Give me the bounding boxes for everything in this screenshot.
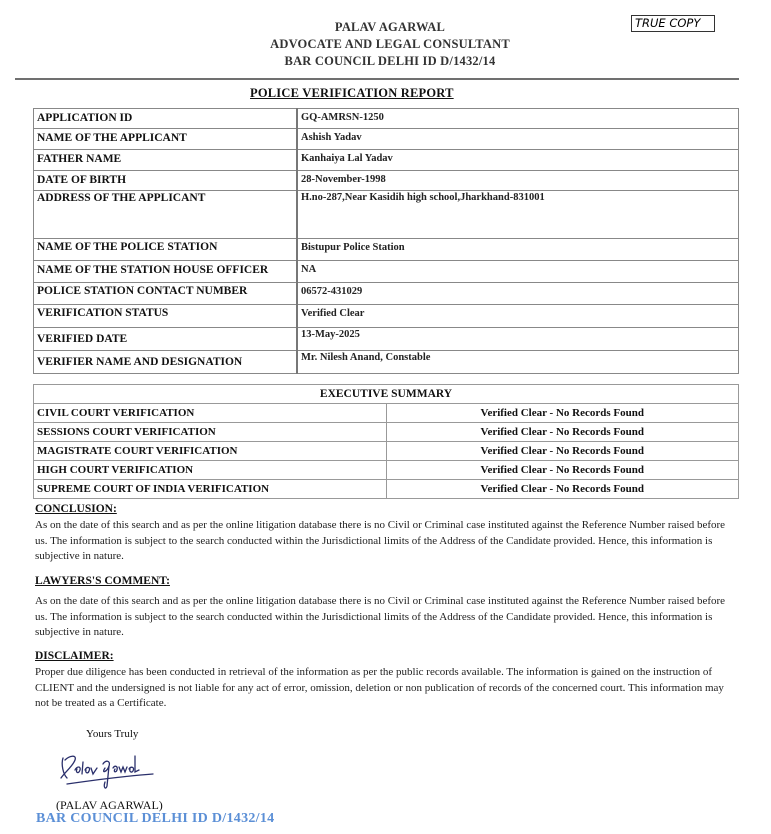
row-label: MAGISTRATE COURT VERIFICATION [34, 442, 387, 461]
row-value: Ashish Yadav [297, 129, 739, 150]
conclusion-heading: CONCLUSION: [35, 503, 117, 515]
table-row [34, 423, 739, 442]
table-row [34, 351, 739, 374]
row-label: NAME OF THE APPLICANT [34, 129, 298, 150]
true-copy-stamp: TRUE COPY [631, 15, 715, 32]
row-label: POLICE STATION CONTACT NUMBER [34, 283, 298, 305]
row-value: Verified Clear [297, 305, 739, 328]
table-row [34, 305, 739, 328]
closing-text: Yours Truly [86, 728, 139, 740]
row-label: FATHER NAME [34, 150, 298, 171]
letterhead-bar-id: BAR COUNCIL DELHI ID D/1432/14 [284, 54, 496, 68]
signature-icon [55, 748, 165, 793]
disclaimer-text: Proper due diligence has been conducted in retrieval of the information as per the public records available. The information is gained on the instruction of CLIENT and the undersigned is not liable for any act of error, omission, deletion or non publication of records of the concerned court. This information may not be treated as a Certificate. [35, 666, 724, 709]
row-label: CIVIL COURT VERIFICATION [34, 404, 387, 423]
table-row [34, 239, 739, 261]
summary-heading: EXECUTIVE SUMMARY [34, 385, 739, 404]
table-row [34, 283, 739, 305]
signatory-bar-id: BAR COUNCIL DELHI ID D/1432/14 [36, 811, 275, 826]
letterhead-title: ADVOCATE AND LEGAL CONSULTANT [270, 37, 510, 51]
table-row [34, 328, 739, 351]
details-table [33, 108, 739, 374]
table-row [34, 171, 739, 191]
table-row [34, 261, 739, 283]
row-value: Verified Clear - No Records Found [386, 423, 739, 442]
lawyers-comment-heading: LAWYERS'S COMMENT: [35, 575, 170, 587]
row-value: Bistupur Police Station [297, 239, 739, 261]
row-value: H.no-287,Near Kasidih high school,Jharkhand-831001 [297, 191, 739, 239]
row-label: APPLICATION ID [34, 109, 298, 129]
table-row [34, 480, 739, 499]
row-label: NAME OF THE POLICE STATION [34, 239, 298, 261]
executive-summary-table [33, 384, 739, 499]
table-row [34, 191, 739, 239]
table-row [34, 461, 739, 480]
row-value: Verified Clear - No Records Found [386, 404, 739, 423]
table-row [34, 404, 739, 423]
signature-image [55, 748, 165, 798]
row-value: 06572-431029 [297, 283, 739, 305]
row-label: SUPREME COURT OF INDIA VERIFICATION [34, 480, 387, 499]
table-row [34, 150, 739, 171]
row-label: SESSIONS COURT VERIFICATION [34, 423, 387, 442]
row-value: GQ-AMRSN-1250 [297, 109, 739, 129]
conclusion-text: As on the date of this search and as per the online litigation database there is no Civil or Criminal case instituted against the Reference Number raised before us. The information is subject to the search conducted within the Jurisdictional limits of the Address of the Candidate provided. Hence, this information is subjective in nature. [35, 519, 726, 562]
row-value: Verified Clear - No Records Found [386, 442, 739, 461]
row-value: 13-May-2025 [297, 328, 739, 351]
summary-header-row [34, 385, 739, 404]
row-value: Verified Clear - No Records Found [386, 461, 739, 480]
row-value: 28-November-1998 [297, 171, 739, 191]
header-divider [15, 78, 739, 80]
disclaimer-heading: DISCLAIMER: [35, 650, 114, 662]
table-row [34, 442, 739, 461]
row-label: DATE OF BIRTH [34, 171, 298, 191]
lawyers-comment-text: As on the date of this search and as per the online litigation database there is no Civil or Criminal case instituted against the Reference Number raised before us. The information is subject to the search conducted within the Jurisdictional limits of the Address of the Candidate provided. Hence, this information is subjective in nature. [35, 595, 726, 638]
signatory-name: (PALAV AGARWAL) [56, 798, 163, 812]
table-row [34, 109, 739, 129]
table-row [34, 129, 739, 150]
row-label: VERIFICATION STATUS [34, 305, 298, 328]
row-label: VERIFIED DATE [34, 328, 298, 351]
row-value: Kanhaiya Lal Yadav [297, 150, 739, 171]
row-label: VERIFIER NAME AND DESIGNATION [34, 351, 298, 374]
report-title: POLICE VERIFICATION REPORT [250, 86, 454, 100]
row-label: HIGH COURT VERIFICATION [34, 461, 387, 480]
row-label: NAME OF THE STATION HOUSE OFFICER [34, 261, 298, 283]
row-value: Verified Clear - No Records Found [386, 480, 739, 499]
row-value: Mr. Nilesh Anand, Constable [297, 351, 739, 374]
letterhead-name: PALAV AGARWAL [334, 20, 446, 34]
row-value: NA [297, 261, 739, 283]
row-label: ADDRESS OF THE APPLICANT [34, 191, 298, 239]
